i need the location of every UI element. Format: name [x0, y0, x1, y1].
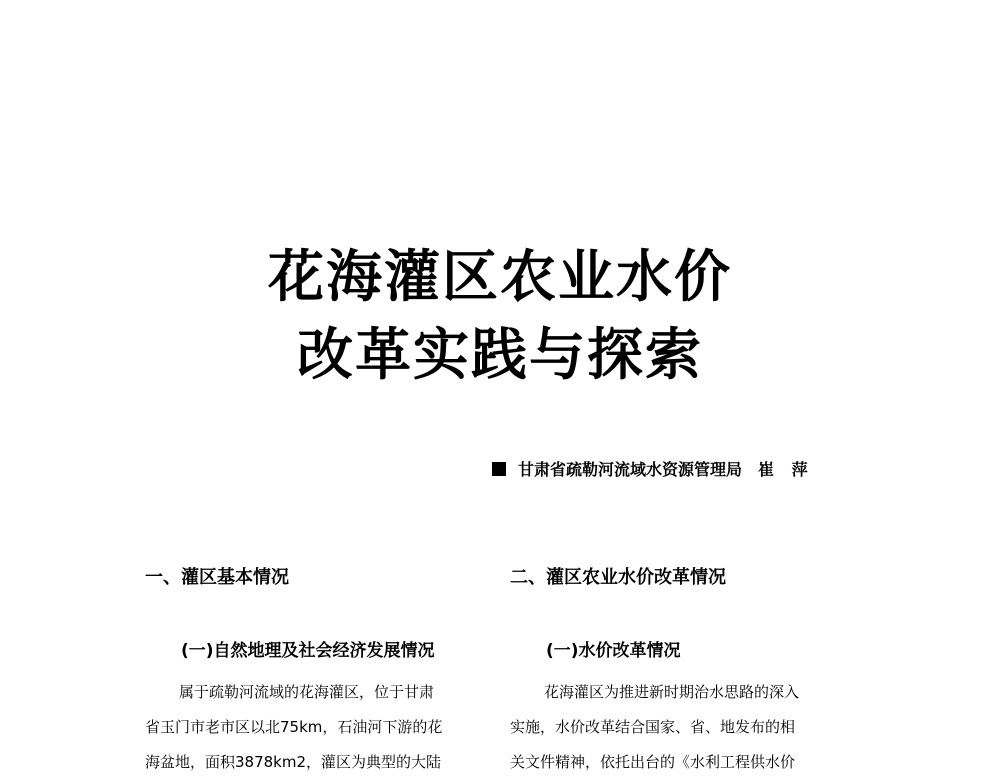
paragraph-line: 关文件精神，依托出台的《水利工程供水价	[510, 753, 796, 771]
article-title-line-2: 改革实践与探索	[297, 323, 703, 388]
left-column	[145, 566, 485, 780]
body-paragraph	[145, 675, 485, 780]
right-column	[510, 566, 850, 780]
subsection-heading: (一)水价改革情况	[546, 641, 681, 661]
body-paragraph	[510, 675, 850, 780]
paragraph-line: 属于疏勒河流域的花海灌区，位于甘肃	[179, 683, 435, 701]
article-title-line-1: 花海灌区农业水价	[268, 245, 732, 310]
author-affiliation: 甘肃省疏勒河流域水资源管理局	[518, 460, 743, 479]
byline	[492, 457, 814, 480]
section-heading: 一、灌区基本情况	[145, 567, 289, 588]
author-name: 崔 萍	[758, 460, 814, 479]
paragraph-line: 省玉门市老市区以北75km，石油河下游的花	[145, 718, 443, 736]
subsection-heading: (一)自然地理及社会经济发展情况	[181, 641, 435, 661]
paragraph-line: 实施，水价改革结合国家、省、地发布的相	[510, 718, 796, 736]
paragraph-line: 花海灌区为推进新时期治水思路的深入	[544, 683, 800, 701]
paragraph-line: 海盆地，面积3878km2，灌区为典型的大陆	[145, 753, 442, 771]
section-heading: 二、灌区农业水价改革情况	[510, 567, 726, 588]
square-bullet-icon	[492, 462, 506, 476]
